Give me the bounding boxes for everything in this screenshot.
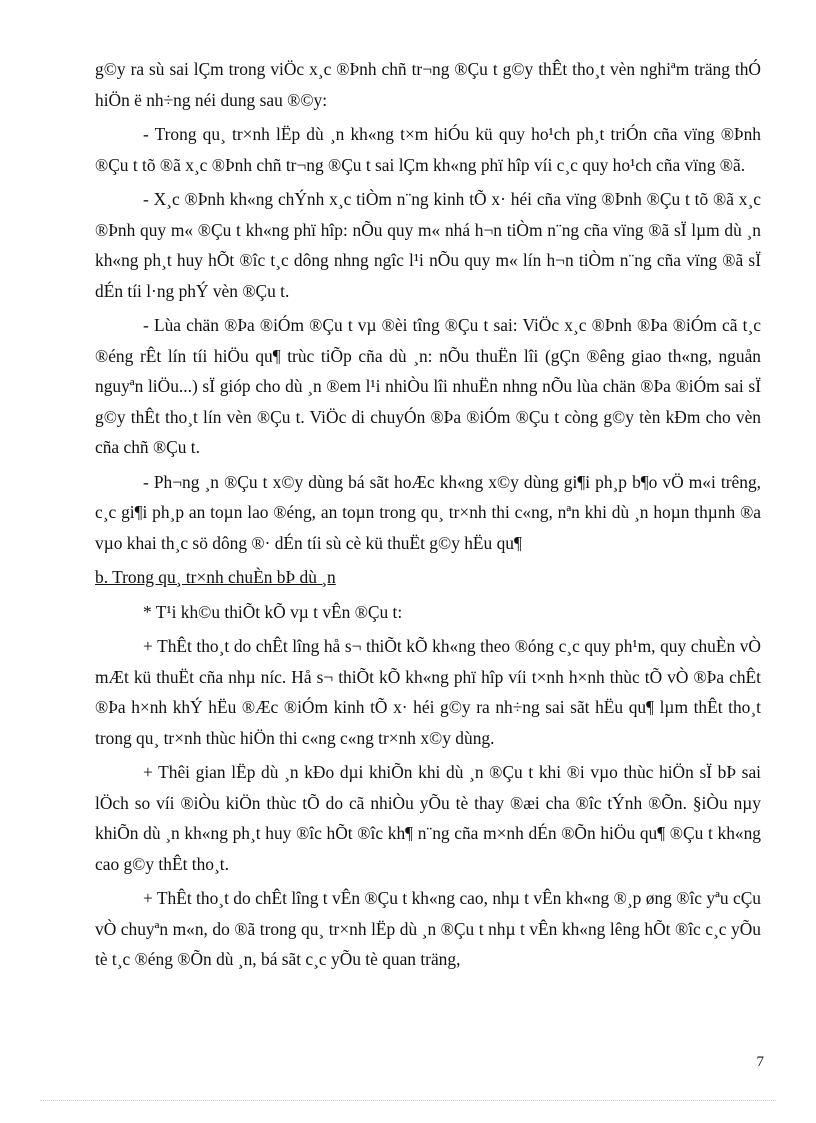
paragraph-continuation: g©y ra sù sai lÇm trong viÖc x¸c ®Þnh chñ tr¬ng ®Çu t g©y thÊt tho¸t vèn nghiªm träng thÓ hiÖn ë nh÷ng néi dung sau ®©y: bbox=[95, 59, 761, 110]
paragraph-dia-diem: - Lùa chän ®Þa ®iÓm ®Çu t vµ ®èi tîng ®Çu t sai: ViÖc x¸c ®Þnh ®Þa ®iÓm cã t¸c ®éng rÊt lín tíi hiÖu qu¶ trùc tiÕp cña dù ¸n: nÕu thuËn lîi (gÇn ®êng giao th«ng, nguån nguyªn liÖu...) sÏ gióp cho dù ¸n ®em l¹i nhiÒu lîi nhuËn nhng nÕu lùa chän ®Þa ®iÓm sai sÏ g©y thÊt tho¸t lín vèn ®Çu t. ViÖc di chuyÓn ®Þa ®iÓm ®Çu t còng g©y tèn kÐm cho vèn cña chñ ®Çu t. bbox=[95, 315, 761, 457]
paragraph-quy-hoach: - Trong qu¸ tr×nh lËp dù ¸n kh«ng t×m hiÓu kü quy ho¹ch ph¸t triÓn cña vïng ®Þnh ®Çu t tõ ®ã x¸c ®Þnh chñ tr¬ng ®Çu t sai lÇm kh«ng phï hîp víi c¸c quy ho¹ch cña vïng ®ã. bbox=[95, 124, 761, 175]
page-number: 7 bbox=[756, 1054, 764, 1070]
section-heading: b. Trong qu¸ tr×nh chuÈn bÞ dù ¸n bbox=[95, 567, 336, 587]
body-text bbox=[95, 54, 761, 979]
paragraph-chat-luong-tu-van: + ThÊt tho¸t do chÊt lîng t vÊn ®Çu t kh«ng cao, nhµ t vÊn kh«ng ®¸p øng ®îc yªu cÇu vÒ chuyªn m«n, do ®ã trong qu¸ tr×nh lËp dù ¸n ®Çu t nhµ t vÊn kh«ng lêng hÕt ®îc c¸c yÕu tè t¸c ®éng ®Õn dù ¸n, bá sãt c¸c yÕu tè quan träng, bbox=[95, 888, 761, 969]
paragraph-tiem-nang: - X¸c ®Þnh kh«ng chÝnh x¸c tiÒm n¨ng kinh tÕ x· héi cña vïng ®Þnh ®Çu t tõ ®ã x¸c ®Þnh quy m« ®Çu t kh«ng phï hîp: nÕu quy m« nhá h¬n tiÒm n¨ng cña vïng ®ã sÏ lµm dù ¸n kh«ng ph¸t huy hÕt ®îc t¸c dông nhng ngîc l¹i nÕu quy m« lín h¬n tiÒm n¨ng cña vïng ®ã sÏ dÉn tíi l·ng phÝ vèn ®Çu t. bbox=[95, 189, 761, 301]
paragraph-thoi-gian: + Thêi gian lËp dù ¸n kÐo dµi khiÕn khi dù ¸n ®Çu t khi ®i vµo thùc hiÖn sÏ bÞ sai lÖch so víi ®iÒu kiÖn thùc tÕ do cã nhiÒu yÕu tè thay ®æi cha ®îc tÝnh ®Õn. §iÒu nµy khiÕn dù ¸n kh«ng ph¸t huy ®îc hÕt ®îc kh¶ n¨ng cña m×nh dÉn ®Õn hiÖu qu¶ ®Çu t kh«ng cao g©y thÊt tho¸t. bbox=[95, 762, 761, 874]
paragraph-ho-so-thiet-ke: + ThÊt tho¸t do chÊt lîng hå s¬ thiÕt kÕ kh«ng theo ®óng c¸c quy ph¹m, quy chuÈn vÒ mÆt kü thuËt cña nhµ níc. Hå s¬ thiÕt kÕ kh«ng phï hîp víi t×nh h×nh thùc tÕ vÒ ®Þa chÊt ®Þa h×nh khÝ hËu ®Æc ®iÓm kinh tÕ x· héi g©y ra nh÷ng sai sãt hËu qu¶ lµm thÊt tho¸t trong qu¸ tr×nh thùc hiÖn thi c«ng c«ng tr×nh x©y dùng. bbox=[95, 636, 761, 748]
page-bottom-divider bbox=[40, 1100, 776, 1101]
paragraph-tu-van-heading: * T¹i kh©u thiÕt kÕ vµ t vÊn ®Çu t: bbox=[143, 601, 403, 622]
paragraph-phuong-an: - Ph¬ng ¸n ®Çu t x©y dùng bá sãt hoÆc kh«ng x©y dùng gi¶i ph¸p b¶o vÖ m«i trêng, c¸c gi¶i ph¸p an toµn lao ®éng, an toµn trong qu¸ tr×nh thi c«ng, nªn khi dù ¸n hoµn thµnh ®a vµo khai th¸c sö dông ®· dÉn tíi sù cè kü thuËt g©y hËu qu¶ bbox=[95, 471, 761, 553]
